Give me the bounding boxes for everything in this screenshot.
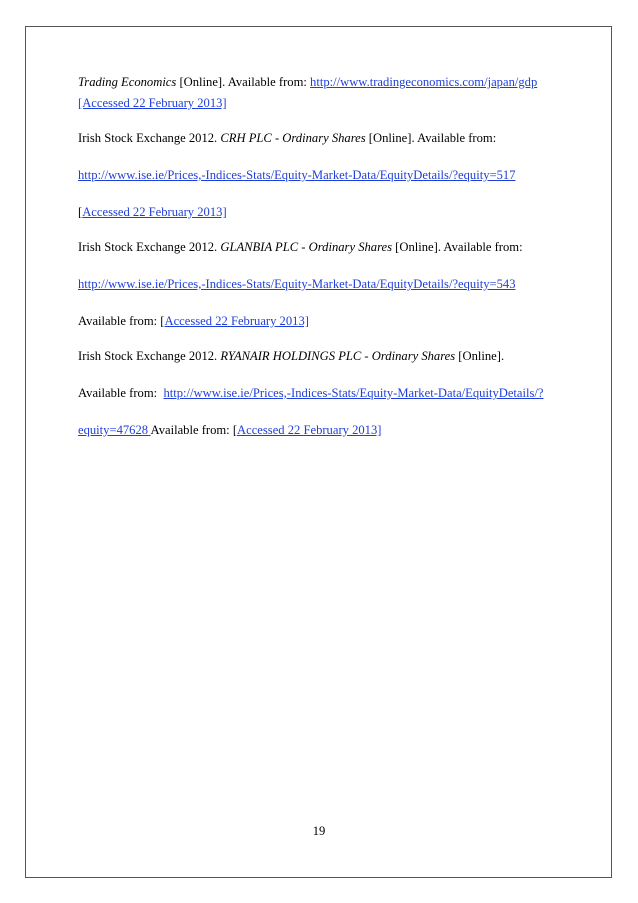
reference-2-accessed-link[interactable]: Accessed 22 February 2013] [82, 205, 227, 219]
line-gap [78, 258, 578, 274]
reference-2-source-title: CRH PLC - Ordinary Shares [220, 131, 366, 145]
reference-4-line-3 [78, 420, 578, 441]
reference-3-line-2 [78, 274, 578, 295]
reference-4-prefix: Irish Stock Exchange 2012. [78, 349, 221, 363]
reference-3-suffix: [Online]. Available from: [392, 240, 523, 254]
reference-3-line-3 [78, 311, 578, 332]
reference-4-available-text: Available from: [78, 386, 164, 400]
reference-1-line-2 [78, 93, 578, 114]
reference-3-available-text: Available from: [ [78, 314, 165, 328]
reference-gap [78, 332, 578, 346]
line-gap [78, 404, 578, 420]
reference-2-url-link[interactable]: http://www.ise.ie/Prices,-Indices-Stats/Equity-Market-Data/EquityDetails/?equity=517 [78, 168, 516, 182]
reference-gap [78, 114, 578, 128]
reference-4-available-text-2: Available from: [ [150, 423, 238, 437]
reference-4-url-link[interactable]: http://www.ise.ie/Prices,-Indices-Stats/Equity-Market-Data/EquityDetails/? [163, 386, 544, 400]
reference-gap [78, 223, 578, 237]
reference-2-bracket: [ [78, 205, 83, 219]
reference-2-line-1 [78, 128, 578, 149]
reference-4-url-link-continued[interactable]: equity=47628 [78, 423, 151, 437]
reference-4-line-2 [78, 383, 578, 404]
line-gap [78, 186, 578, 202]
reference-3-prefix: Irish Stock Exchange 2012. [78, 240, 221, 254]
reference-list [78, 72, 578, 441]
reference-3-accessed-link[interactable]: Accessed 22 February 2013] [164, 314, 309, 328]
reference-1-accessed-link[interactable]: [Accessed 22 February 2013] [78, 96, 227, 110]
reference-4-line-1 [78, 346, 578, 367]
reference-4-accessed-link[interactable]: Accessed 22 February 2013] [237, 423, 382, 437]
reference-2-line-3 [78, 202, 578, 223]
page-number: 19 [312, 824, 326, 838]
reference-4-source-title: RYANAIR HOLDINGS PLC - Ordinary Shares [220, 349, 456, 363]
reference-1-url-link[interactable]: http://www.tradingeconomics.com/japan/gdp [310, 75, 538, 89]
reference-1-line-1 [78, 72, 578, 93]
line-gap [78, 149, 578, 165]
reference-1-source-title: Trading Economics [78, 75, 177, 89]
line-gap [78, 367, 578, 383]
reference-3-line-1 [78, 237, 578, 258]
reference-2-line-2 [78, 165, 578, 186]
reference-3-source-title: GLANBIA PLC - Ordinary Shares [220, 240, 393, 254]
line-gap [78, 295, 578, 311]
reference-2-suffix: [Online]. Available from: [365, 131, 497, 145]
reference-1-text: [Online]. Available from: [176, 75, 311, 89]
reference-2-prefix: Irish Stock Exchange 2012. [78, 131, 221, 145]
reference-4-suffix: [Online]. [455, 349, 505, 363]
reference-3-url-link[interactable]: http://www.ise.ie/Prices,-Indices-Stats/Equity-Market-Data/EquityDetails/?equity=543 [78, 277, 516, 291]
